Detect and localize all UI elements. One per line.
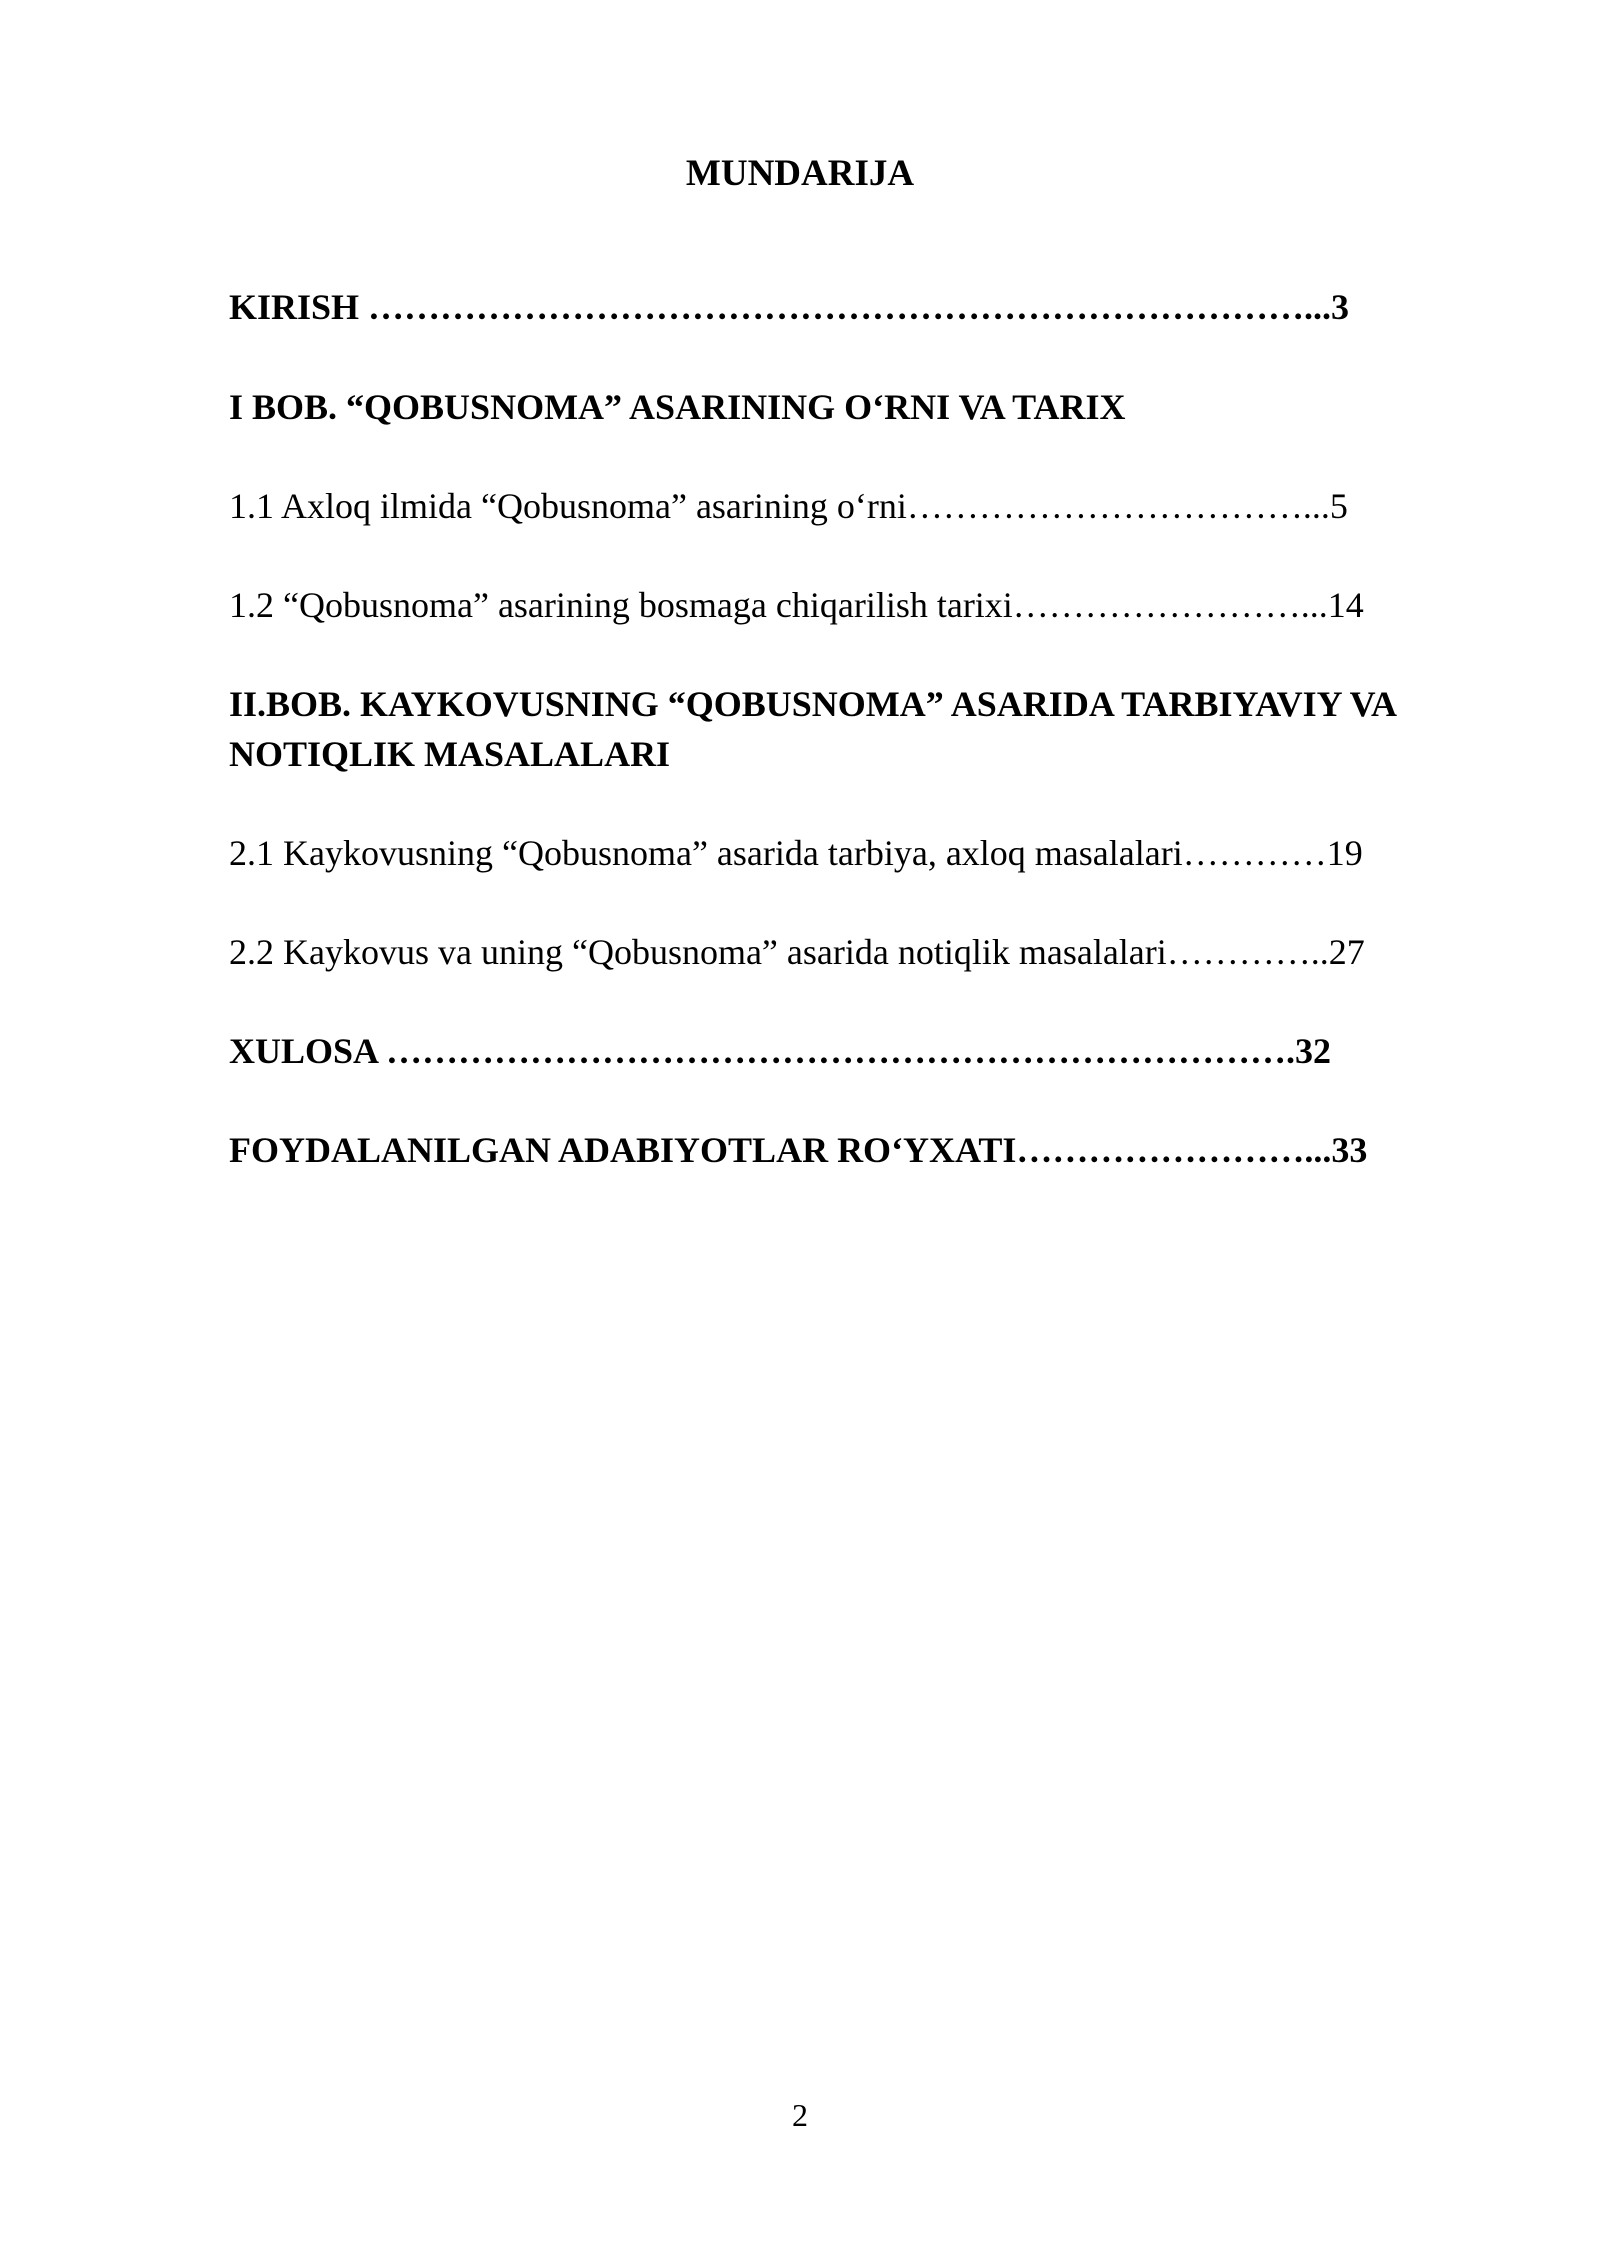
toc-section-2-1: 2.1 Kaykovusning “Qobusnoma” asarida tarbiya, axloq masalalari…………19 [229, 833, 1363, 873]
toc-chapter-1: I BOB. “QOBUSNOMA” ASARINING O‘RNI VA TARIX [229, 387, 1126, 427]
toc-entry-kirish: KIRISH ……………………………………………………………………...3 [229, 287, 1350, 327]
toc-section-2-2: 2.2 Kaykovus va uning “Qobusnoma” asarida notiqlik masalalari…………..27 [229, 932, 1365, 972]
toc-section-1-2: 1.2 “Qobusnoma” asarining bosmaga chiqarilish tarixi……………………...14 [229, 585, 1364, 625]
toc-entry-xulosa: XULOSA ………………………………………………………………….32 [229, 1031, 1332, 1071]
toc-chapter-2: II.BOB. KAYKOVUSNING “QOBUSNOMA” ASARIDA TARBIYAVIY VA NOTIQLIK MASALALARI [229, 684, 1395, 774]
toc-entry-references: FOYDALANILGAN ADABIYOTLAR RO‘YXATI……………………...33 [229, 1130, 1368, 1170]
toc-section-1-1: 1.1 Axloq ilmida “Qobusnoma” asarining o‘rni……………………………...5 [229, 486, 1348, 526]
document-title: MUNDARIJA [685, 153, 915, 194]
page-number: 2 [792, 2097, 808, 2133]
